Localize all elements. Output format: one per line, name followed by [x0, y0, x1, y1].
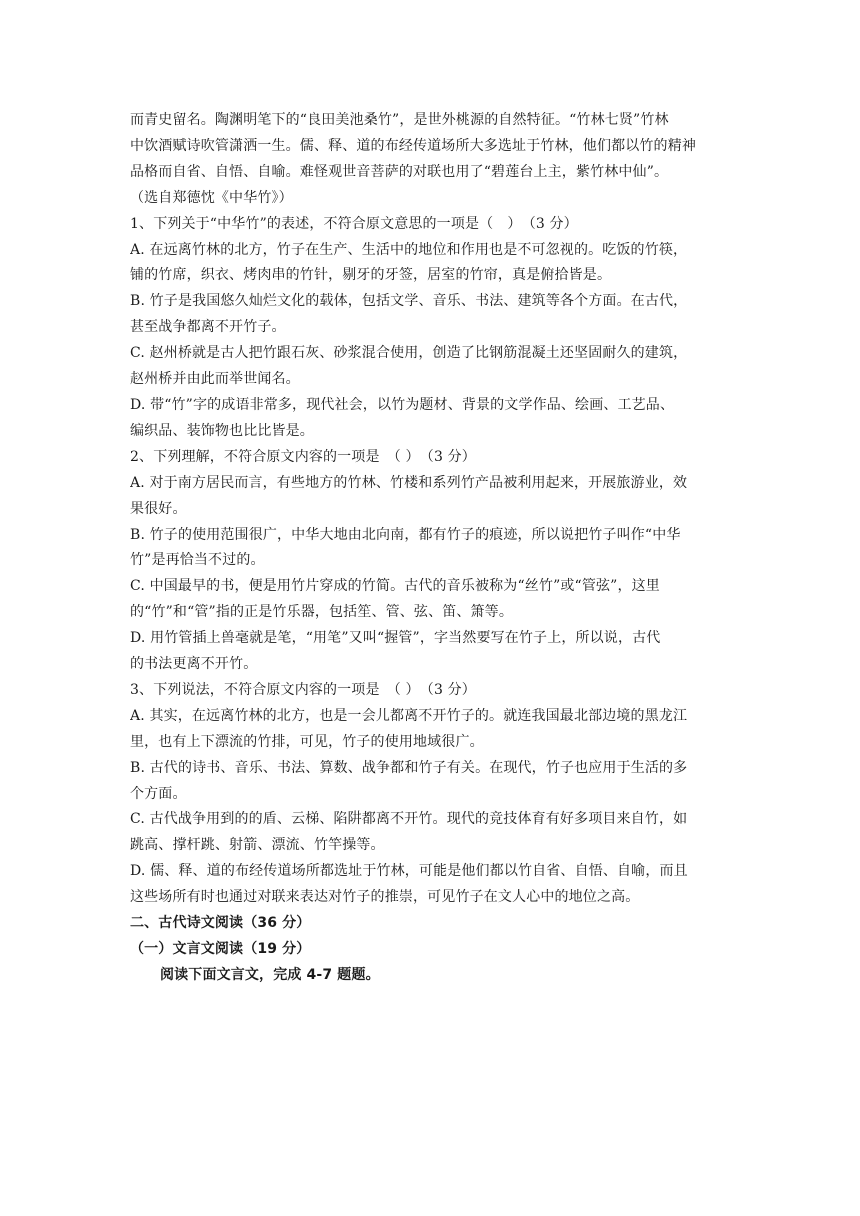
option-d	[130, 859, 740, 911]
option-line: C. 赵州桥就是古人把竹跟石灰、砂浆混合使用，创造了比钢筋混凝土还坚固耐久的建筑，	[130, 345, 688, 362]
option-line: D. 带“竹”字的成语非常多，现代社会，以竹为题材、背景的文学作品、绘画、工艺品、	[130, 396, 675, 413]
section-instruction: 阅读下面文言文，完成 4-7 题题。	[160, 966, 380, 983]
option-line: A. 对于南方居民而言，有些地方的竹林、竹楼和系列竹产品被利用起来，开展旅游业，效	[130, 474, 688, 491]
option-line: B. 竹子是我国悠久灿烂文化的载体，包括文学、音乐、书法、建筑等各个方面。在古代，	[130, 293, 688, 310]
option-line: 个方面。	[130, 785, 187, 802]
option-line: D. 儒、释、道的布经传道场所都选址于竹林，可能是他们都以竹自省、自悟、自喻，而且	[130, 863, 688, 880]
passage-tail	[130, 108, 740, 212]
option-line: 甚至战争都离不开竹子。	[130, 319, 286, 336]
question-stem: 2、下列理解，不符合原文内容的一项是 （ ） （3 分）	[130, 448, 476, 465]
option-line: B. 竹子的使用范围很广，中华大地由北向南，都有竹子的痕迹，所以说把竹子叫作“中华	[130, 526, 681, 543]
page-content	[130, 108, 740, 989]
passage-source: （选自郑德忱《中华竹》）	[130, 189, 293, 206]
option-b	[130, 289, 740, 341]
option-d	[130, 626, 740, 678]
option-line: 编织品、装饰物也比比皆是。	[130, 422, 314, 439]
option-a	[130, 238, 740, 290]
option-line: A. 其实，在远离竹林的北方，也是一会儿都离不开竹子的。就连我国最北部边境的黑龙江	[130, 707, 688, 724]
passage-line: 中饮酒赋诗吹管潇洒一生。儒、释、道的布经传道场所大多选址于竹林，他们都以竹的精神	[130, 137, 696, 154]
passage-line: 品格而自省、自悟、自喻。难怪观世音菩萨的对联也用了“碧莲台上主，紫竹林中仙”。	[130, 163, 669, 180]
option-line: 的书法更离不开竹。	[130, 656, 258, 673]
option-c	[130, 341, 740, 393]
option-line: 这些场所有时也通过对联来表达对竹子的推崇，可见竹子在文人心中的地位之高。	[130, 889, 640, 906]
option-line: 竹”是再恰当不过的。	[130, 552, 265, 569]
section-2	[130, 911, 740, 989]
option-d	[130, 393, 740, 445]
question-stem: 1、下列关于“中华竹”的表述，不符合原文意思的一项是（ ） （3 分）	[130, 215, 578, 232]
option-c	[130, 574, 740, 626]
option-line: 里，也有上下漂流的竹排，可见，竹子的使用地域很广。	[130, 733, 484, 750]
question-3	[130, 678, 740, 911]
option-line: 果很好。	[130, 500, 187, 517]
section-subheading: （一）文言文阅读（19 分）	[130, 941, 311, 957]
option-a	[130, 471, 740, 523]
option-line: 跳高、撑杆跳、射箭、漂流、竹竿操等。	[130, 837, 385, 854]
option-line: 铺的竹席，织衣、烤肉串的竹针，剔牙的牙签，居室的竹帘，真是俯拾皆是。	[130, 267, 612, 284]
option-line: C. 中国最早的书，便是用竹片穿成的竹简。古代的音乐被称为“丝竹”或“管弦”，这里	[130, 578, 660, 595]
option-line: D. 用竹管插上兽毫就是笔，“用笔”又叫“握管”，字当然要写在竹子上，所以说，古代	[130, 630, 661, 647]
option-line: 赵州桥并由此而举世闻名。	[130, 371, 300, 388]
question-stem: 3、下列说法，不符合原文内容的一项是 （ ） （3 分）	[130, 681, 476, 698]
option-line: B. 古代的诗书、音乐、书法、算数、战争都和竹子有关。在现代，竹子也应用于生活的多	[130, 759, 688, 776]
option-b	[130, 756, 740, 808]
option-c	[130, 807, 740, 859]
option-line: A. 在远离竹林的北方，竹子在生产、生活中的地位和作用也是不可忽视的。吃饭的竹筷，	[130, 241, 688, 258]
section-heading: 二、古代诗文阅读（36 分）	[130, 915, 311, 932]
option-line: 的“竹”和“管”指的正是竹乐器，包括笙、管、弦、笛、箫等。	[130, 604, 513, 621]
question-2	[130, 445, 740, 678]
option-b	[130, 523, 740, 575]
option-line: C. 古代战争用到的的盾、云梯、陷阱都离不开竹。现代的竞技体育有好多项目来自竹，如	[130, 811, 688, 828]
passage-line: 而青史留名。陶渊明笔下的“良田美池桑竹”，是世外桃源的自然特征。“竹林七贤”竹林	[130, 112, 669, 128]
option-a	[130, 704, 740, 756]
question-1	[130, 212, 740, 445]
